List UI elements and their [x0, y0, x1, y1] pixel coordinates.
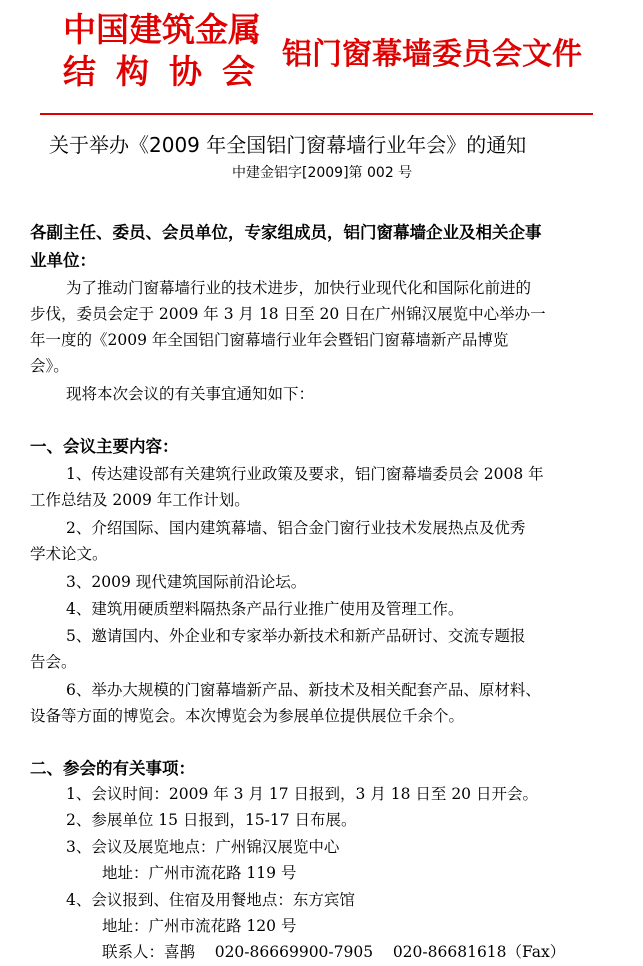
- section2-line: 3、会议及展览地点：广州锦汉展览中心: [66, 838, 340, 856]
- intro-line: 为了推动门窗幕墙行业的技术进步，加快行业现代化和国际化前进的: [66, 279, 532, 297]
- header-rule: [40, 113, 593, 115]
- org-name-line1: 中国建筑金属: [63, 10, 261, 49]
- section1-line: 5、邀请国内、外企业和专家举办新技术和新产品研讨、交流专题报: [66, 627, 526, 645]
- intro-line: 年一度的《2009 年全国铝门窗幕墙行业年会暨铝门窗幕墙新产品博览: [30, 331, 509, 349]
- section1-line: 设备等方面的博览会。本次博览会为参展单位提供展位千余个。: [30, 707, 465, 725]
- intro-line: 现将本次会议的有关事宜通知如下：: [66, 385, 315, 403]
- section2-line: 1、会议时间：2009 年 3 月 17 日报到，3 月 18 日至 20 日开会。: [66, 785, 538, 803]
- section2-line: 地址：广州市流花路 120 号: [102, 917, 297, 935]
- section1-line: 告会。: [30, 653, 77, 671]
- document-title: 关于举办《2009 年全国铝门窗幕墙行业年会》的通知: [49, 133, 527, 157]
- section2-line: 2、参展单位 15 日报到，15-17 日布展。: [66, 811, 357, 829]
- section1-line: 1、传达建设部有关建筑行业政策及要求，铝门窗幕墙委员会 2008 年: [66, 465, 544, 483]
- section2-heading: 二、参会的有关事项：: [30, 759, 195, 778]
- section1-line: 4、建筑用硬质塑料隔热条产品行业推广使用及管理工作。: [66, 600, 464, 618]
- section1-line: 工作总结及 2009 年工作计划。: [30, 491, 250, 509]
- intro-line: 步伐，委员会定于 2009 年 3 月 18 日至 20 日在广州锦汉展览中心举办一: [30, 305, 546, 323]
- section1-line: 3、2009 现代建筑国际前沿论坛。: [66, 573, 307, 591]
- section2-line: 4、会议报到、住宿及用餐地点：东方宾馆: [66, 891, 355, 909]
- section1-heading: 一、会议主要内容：: [30, 437, 179, 456]
- section1-line: 2、介绍国际、国内建筑幕墙、铝合金门窗行业技术发展热点及优秀: [66, 519, 526, 537]
- intro-line: 会》。: [30, 357, 69, 375]
- recipients-line-1: 各副主任、委员、会员单位，专家组成员，铝门窗幕墙企业及相关企事: [30, 223, 542, 242]
- committee-title: 铝门窗幕墙委员会文件: [282, 37, 582, 72]
- section2-line: 地址：广州市流花路 119 号: [102, 864, 297, 882]
- document-number: 中建金铝字[2009]第 002 号: [232, 165, 413, 181]
- section1-line: 6、举办大规模的门窗幕墙新产品、新技术及相关配套产品、原材料、: [66, 681, 541, 699]
- org-name-line2: 结构协会: [63, 52, 275, 91]
- recipients-line-2: 业单位：: [30, 251, 96, 270]
- contact-line: 联系人：喜鹊 020-86669900-7905 020-86681618（Fax）: [102, 943, 566, 961]
- section1-line: 学术论文。: [30, 545, 108, 563]
